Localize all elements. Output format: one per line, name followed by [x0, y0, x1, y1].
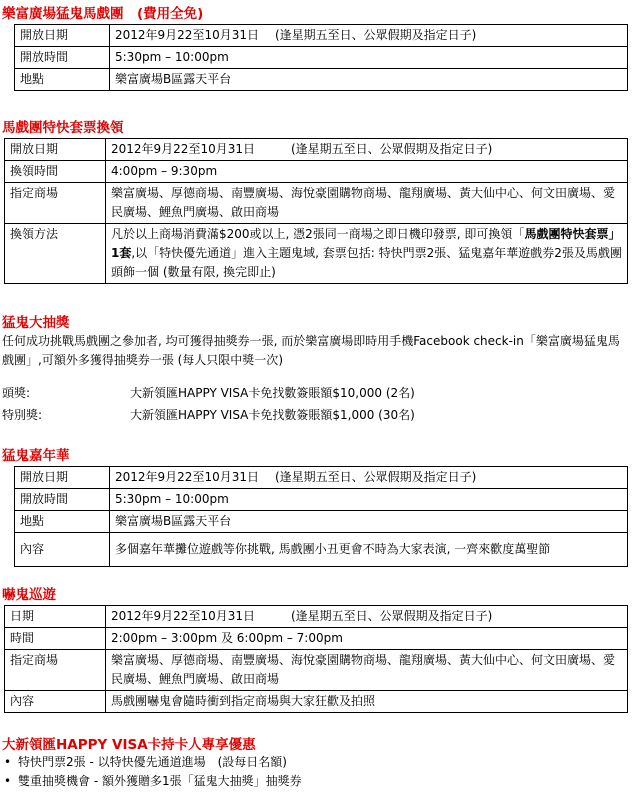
table-row: [15, 69, 628, 91]
info-table-express-package: [4, 138, 628, 284]
row-value: 4:00pm – 9:30pm: [106, 161, 628, 183]
row-label: 開放日期: [5, 139, 106, 161]
method-text: 凡於以上商場消費滿$200或以上, 憑2張同一商場之即日機印發票, 即可換領「: [111, 227, 525, 241]
row-label: 地點: [15, 511, 110, 533]
date-value: 2012年9月22至10月31日: [115, 28, 259, 42]
row-value: 2:00pm – 3:00pm 及 6:00pm – 7:00pm: [106, 628, 628, 650]
prize-special: [2, 406, 415, 423]
method-bold: 馬戲團特快套票」1套: [111, 227, 621, 260]
prize-value: 大新領匯HAPPY VISA卡免找數簽賬額$10,000 (2名): [130, 386, 415, 400]
prize-value: 大新領匯HAPPY VISA卡免找數簽賬額$1,000 (30名): [130, 408, 415, 422]
row-value: [106, 224, 628, 284]
row-value: [106, 139, 628, 161]
row-value: 馬戲團嚇鬼會隨時衝到指定商場與大家狂歡及拍照: [106, 691, 628, 713]
section-title-express-package: 馬戲團特快套票換領: [2, 120, 124, 136]
section-title-carnival: 猛鬼嘉年華: [2, 448, 70, 464]
info-table-circus: [14, 24, 628, 91]
table-row: [5, 650, 628, 691]
table-row: [15, 533, 628, 567]
row-label: 換領方法: [5, 224, 106, 284]
row-value: 樂富廣場B區露天平台: [110, 69, 628, 91]
date-value: 2012年9月22至10月31日: [111, 609, 255, 623]
row-label: 換領時間: [5, 161, 106, 183]
date-value: 2012年9月22至10月31日: [111, 142, 255, 156]
date-note: (逢星期五至日、公眾假期及指定日子): [290, 609, 493, 623]
prize-label: 頭獎:: [2, 386, 31, 400]
table-row: [15, 467, 628, 489]
row-value: 5:30pm – 10:00pm: [110, 489, 628, 511]
info-table-carnival: [14, 466, 628, 567]
table-row: [5, 691, 628, 713]
lucky-draw-description: 任何成功挑戰馬戲團之參加者, 均可獲得抽獎券一張, 而於樂富廣場即時用手機Facebook check-in「樂富廣場猛鬼馬戲團」,可額外多獲得抽獎券一張 (每人只限中獎一次): [2, 334, 620, 367]
date-note: (逢星期五至日、公眾假期及指定日子): [274, 28, 477, 42]
table-row: [5, 183, 628, 224]
table-row: [5, 139, 628, 161]
row-value: [110, 467, 628, 489]
date-value: 2012年9月22至10月31日: [115, 470, 259, 484]
row-label: 開放時間: [15, 47, 110, 69]
section-title-free-circus: 樂富廣場猛鬼馬戲團 (費用全免): [2, 6, 204, 22]
info-table-parade: [4, 605, 628, 713]
table-row: [15, 511, 628, 533]
row-label: 指定商場: [5, 183, 106, 224]
list-item: • 特快門票2張 - 以特快優先通道進場 (設每日名額): [2, 753, 302, 772]
row-label: 日期: [5, 606, 106, 628]
row-value: 樂富廣場B區露天平台: [110, 511, 628, 533]
table-row: [15, 25, 628, 47]
table-row: [5, 606, 628, 628]
row-label: 內容: [5, 691, 106, 713]
table-row: [5, 628, 628, 650]
row-label: 開放日期: [15, 467, 110, 489]
row-label: 開放日期: [15, 25, 110, 47]
section-title-visa-offers: 大新領匯HAPPY VISA卡持卡人專享優惠: [2, 737, 256, 753]
row-label: 內容: [15, 533, 110, 567]
row-label: 指定商場: [5, 650, 106, 691]
row-label: 地點: [15, 69, 110, 91]
method-text-rest: ,以「特快優先通道」進入主題鬼域, 套票包括: 特快門票2張、猛鬼嘉年華遊戲券2張及馬戲團頭飾一個 (數量有限, 換完即止): [111, 246, 622, 279]
row-value: 樂富廣場、厚德商場、南豐廣場、海悅豪園購物商場、龍翔廣場、黃大仙中心、何文田廣場、愛民廣場、鯉魚門廣場、啟田商場: [106, 650, 628, 691]
table-row: [5, 224, 628, 284]
row-value: 5:30pm – 10:00pm: [110, 47, 628, 69]
table-row: [15, 47, 628, 69]
row-label: 開放時間: [15, 489, 110, 511]
section-title-lucky-draw: 猛鬼大抽獎: [2, 315, 70, 331]
offer-list: [2, 753, 302, 791]
row-value: [106, 606, 628, 628]
prize-label: 特別獎:: [2, 408, 43, 422]
section-title-parade: 嚇鬼巡遊: [2, 587, 56, 603]
table-row: [15, 489, 628, 511]
row-label: 時間: [5, 628, 106, 650]
row-value: 樂富廣場、厚德商場、南豐廣場、海悅豪園購物商場、龍翔廣場、黃大仙中心、何文田廣場、愛民廣場、鯉魚門廣場、啟田商場: [106, 183, 628, 224]
table-row: [5, 161, 628, 183]
prize-first: [2, 384, 415, 401]
list-item: • 雙重抽獎機會 - 額外獲贈多1張「猛鬼大抽獎」抽獎券: [2, 772, 302, 791]
row-value: [110, 25, 628, 47]
row-value: 多個嘉年華攤位遊戲等你挑戰, 馬戲團小丑更會不時為大家表演, 一齊來歡度萬聖節: [110, 533, 628, 567]
date-note: (逢星期五至日、公眾假期及指定日子): [274, 470, 477, 484]
date-note: (逢星期五至日、公眾假期及指定日子): [290, 142, 493, 156]
